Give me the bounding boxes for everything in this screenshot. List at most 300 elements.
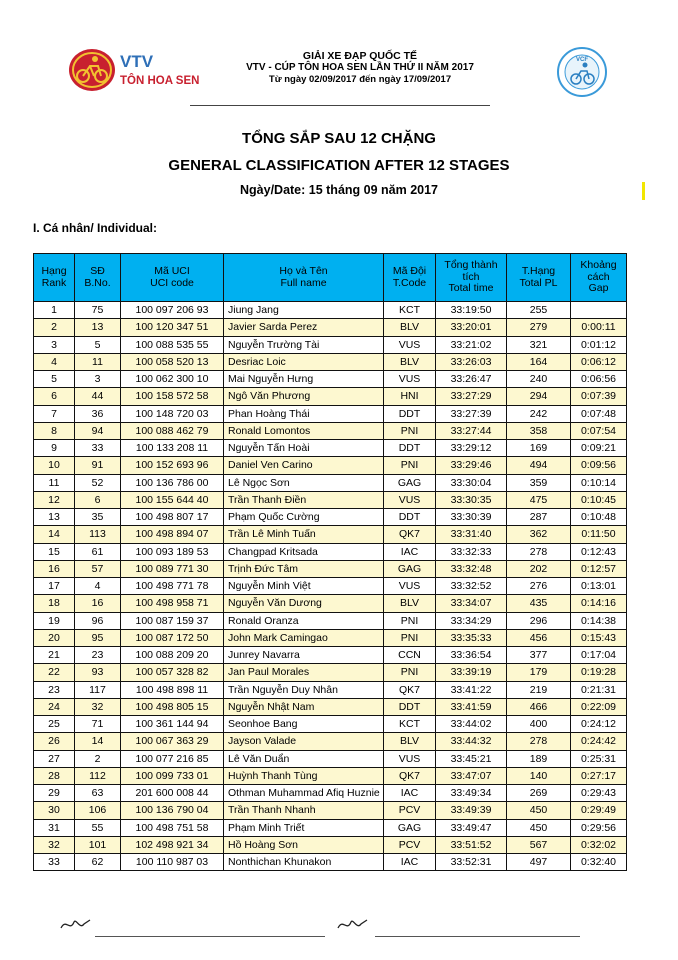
cell-name: Lê Ngọc Sơn	[224, 474, 384, 491]
cell-bib: 71	[75, 716, 121, 733]
cell-name: Jiung Jang	[224, 302, 384, 319]
cell-name: Javier Sarda Perez	[224, 319, 384, 336]
cell-pl: 400	[507, 716, 571, 733]
cell-name: Nguyễn Văn Dương	[224, 595, 384, 612]
cell-name: Junrey Navarra	[224, 647, 384, 664]
cell-rank: 28	[34, 767, 75, 784]
cell-gap: 0:13:01	[571, 578, 627, 595]
cell-time: 33:32:48	[436, 560, 507, 577]
signature-line-1	[95, 936, 325, 937]
cell-rank: 33	[34, 854, 75, 871]
cell-gap: 0:09:56	[571, 457, 627, 474]
cell-team: PNI	[384, 457, 436, 474]
cell-time: 33:39:19	[436, 664, 507, 681]
cell-bib: 112	[75, 767, 121, 784]
cell-rank: 10	[34, 457, 75, 474]
cell-rank: 7	[34, 405, 75, 422]
cell-time: 33:26:47	[436, 371, 507, 388]
table-body	[34, 302, 627, 871]
cell-bib: 75	[75, 302, 121, 319]
highlight-mark	[642, 182, 645, 200]
cell-bib: 33	[75, 440, 121, 457]
cell-pl: 377	[507, 647, 571, 664]
cell-bib: 61	[75, 543, 121, 560]
cell-team: PCV	[384, 836, 436, 853]
cell-rank: 9	[34, 440, 75, 457]
cell-uci: 100 057 328 82	[121, 664, 224, 681]
cell-team: BLV	[384, 733, 436, 750]
cell-pl: 179	[507, 664, 571, 681]
cell-bib: 94	[75, 422, 121, 439]
signature-line-2	[375, 936, 580, 937]
cell-pl: 276	[507, 578, 571, 595]
cell-name: Nguyễn Tấn Hoài	[224, 440, 384, 457]
cell-team: KCT	[384, 716, 436, 733]
cell-rank: 16	[34, 560, 75, 577]
cell-pl: 567	[507, 836, 571, 853]
table-row	[34, 802, 627, 819]
cell-uci: 100 088 209 20	[121, 647, 224, 664]
col-header-name: Họ và Tên Full name	[224, 254, 384, 302]
cell-time: 33:34:29	[436, 612, 507, 629]
cell-time: 33:20:01	[436, 319, 507, 336]
cell-name: Hồ Hoàng Sơn	[224, 836, 384, 853]
cell-name: Jayson Valade	[224, 733, 384, 750]
cell-gap: 0:32:40	[571, 854, 627, 871]
cell-uci: 100 498 771 78	[121, 578, 224, 595]
cell-time: 33:52:31	[436, 854, 507, 871]
cell-bib: 113	[75, 526, 121, 543]
cell-uci: 100 067 363 29	[121, 733, 224, 750]
cell-team: QK7	[384, 681, 436, 698]
cell-pl: 359	[507, 474, 571, 491]
cell-team: DDT	[384, 509, 436, 526]
table-row	[34, 509, 627, 526]
cell-name: Othman Muhammad Afiq Huznie	[224, 785, 384, 802]
col-header-uci: Mã UCI UCI code	[121, 254, 224, 302]
cell-rank: 14	[34, 526, 75, 543]
cell-rank: 24	[34, 698, 75, 715]
cell-pl: 475	[507, 491, 571, 508]
cell-team: PNI	[384, 612, 436, 629]
cell-time: 33:44:02	[436, 716, 507, 733]
cell-pl: 296	[507, 612, 571, 629]
cell-gap: 0:14:16	[571, 595, 627, 612]
cell-rank: 26	[34, 733, 75, 750]
cell-uci: 100 077 216 85	[121, 750, 224, 767]
cell-name: Jan Paul Morales	[224, 664, 384, 681]
cell-team: DDT	[384, 405, 436, 422]
event-header	[200, 50, 520, 86]
cell-rank: 8	[34, 422, 75, 439]
cell-pl: 164	[507, 353, 571, 370]
table-row	[34, 854, 627, 871]
cell-team: QK7	[384, 526, 436, 543]
cell-team: IAC	[384, 854, 436, 871]
cell-uci: 100 498 807 17	[121, 509, 224, 526]
cell-rank: 6	[34, 388, 75, 405]
cell-uci: 100 062 300 10	[121, 371, 224, 388]
cell-rank: 20	[34, 629, 75, 646]
cell-pl: 202	[507, 560, 571, 577]
col-header-bib: SĐ B.No.	[75, 254, 121, 302]
header-divider	[190, 105, 490, 106]
cell-pl: 358	[507, 422, 571, 439]
cell-bib: 95	[75, 629, 121, 646]
table-header-row	[34, 254, 627, 302]
cell-uci: 100 093 189 53	[121, 543, 224, 560]
cell-uci: 100 148 720 03	[121, 405, 224, 422]
cell-pl: 278	[507, 543, 571, 560]
cell-name: Trịnh Đức Tâm	[224, 560, 384, 577]
cell-name: Ronald Lomontos	[224, 422, 384, 439]
cell-uci: 100 089 771 30	[121, 560, 224, 577]
col-header-team: Mã Đội T.Code	[384, 254, 436, 302]
cell-bib: 117	[75, 681, 121, 698]
event-dates: Từ ngày 02/09/2017 đến ngày 17/09/2017	[268, 74, 452, 85]
cell-rank: 30	[34, 802, 75, 819]
cell-uci: 100 088 535 55	[121, 336, 224, 353]
table-row	[34, 819, 627, 836]
cell-time: 33:49:34	[436, 785, 507, 802]
cell-name: Desriac Loic	[224, 353, 384, 370]
cell-gap: 0:19:28	[571, 664, 627, 681]
col-header-gap: Khoảng cách Gap	[571, 254, 627, 302]
cell-team: VUS	[384, 336, 436, 353]
table-row	[34, 836, 627, 853]
cell-name: Trần Lê Minh Tuấn	[224, 526, 384, 543]
federation-emblem-icon	[556, 46, 608, 98]
cell-bib: 3	[75, 371, 121, 388]
cell-time: 33:19:50	[436, 302, 507, 319]
signature-mark-1	[58, 912, 94, 941]
cell-name: Changpad Kritsada	[224, 543, 384, 560]
title-english: GENERAL CLASSIFICATION AFTER 12 STAGES	[168, 157, 510, 174]
table-row	[34, 474, 627, 491]
cell-uci: 100 498 958 71	[121, 595, 224, 612]
cell-gap: 0:25:31	[571, 750, 627, 767]
event-name: GIẢI XE ĐẠP QUỐC TẾ	[302, 50, 418, 62]
cell-gap: 0:15:43	[571, 629, 627, 646]
cell-gap: 0:24:42	[571, 733, 627, 750]
cell-bib: 55	[75, 819, 121, 836]
cell-time: 33:45:21	[436, 750, 507, 767]
cell-name: Trần Nguyễn Duy Nhân	[224, 681, 384, 698]
cell-name: Huỳnh Thanh Tùng	[224, 767, 384, 784]
cell-gap: 0:11:50	[571, 526, 627, 543]
cell-team: VUS	[384, 491, 436, 508]
cell-time: 33:27:39	[436, 405, 507, 422]
cell-pl: 189	[507, 750, 571, 767]
cell-time: 33:30:04	[436, 474, 507, 491]
table-row	[34, 560, 627, 577]
cell-team: BLV	[384, 353, 436, 370]
cell-rank: 18	[34, 595, 75, 612]
cell-gap: 0:29:43	[571, 785, 627, 802]
cell-gap: 0:21:31	[571, 681, 627, 698]
cell-rank: 2	[34, 319, 75, 336]
cell-bib: 91	[75, 457, 121, 474]
cell-bib: 96	[75, 612, 121, 629]
cell-pl: 450	[507, 819, 571, 836]
cell-time: 33:30:35	[436, 491, 507, 508]
table-row	[34, 353, 627, 370]
cell-rank: 13	[34, 509, 75, 526]
table-row	[34, 457, 627, 474]
table-row	[34, 422, 627, 439]
cell-uci: 100 498 894 07	[121, 526, 224, 543]
cell-team: VUS	[384, 578, 436, 595]
cell-team: PNI	[384, 664, 436, 681]
cell-rank: 3	[34, 336, 75, 353]
cell-gap: 0:09:21	[571, 440, 627, 457]
cell-uci: 100 155 644 40	[121, 491, 224, 508]
cell-gap: 0:29:56	[571, 819, 627, 836]
cell-gap: 0:06:56	[571, 371, 627, 388]
cell-pl: 450	[507, 802, 571, 819]
svg-text:TÔN HOA SEN: TÔN HOA SEN	[120, 75, 200, 87]
table-row	[34, 319, 627, 336]
cell-team: IAC	[384, 543, 436, 560]
cell-pl: 497	[507, 854, 571, 871]
cell-bib: 36	[75, 405, 121, 422]
cell-gap: 0:12:43	[571, 543, 627, 560]
cell-bib: 6	[75, 491, 121, 508]
section-label: I. Cá nhân/ Individual:	[33, 221, 158, 235]
cell-time: 33:21:02	[436, 336, 507, 353]
cell-name: Phạm Minh Triết	[224, 819, 384, 836]
cell-uci: 100 099 733 01	[121, 767, 224, 784]
event-cup: VTV - CÚP TÔN HOA SEN LẦN THỨ II NĂM 2017	[246, 62, 474, 73]
cell-uci: 100 087 172 50	[121, 629, 224, 646]
cell-uci: 100 110 987 03	[121, 854, 224, 871]
cell-bib: 62	[75, 854, 121, 871]
table-row	[34, 526, 627, 543]
cell-team: PNI	[384, 422, 436, 439]
cell-time: 33:31:40	[436, 526, 507, 543]
cell-gap: 0:22:09	[571, 698, 627, 715]
cell-team: GAG	[384, 474, 436, 491]
cell-team: IAC	[384, 785, 436, 802]
cell-uci: 100 158 572 58	[121, 388, 224, 405]
cell-uci: 100 088 462 79	[121, 422, 224, 439]
cell-uci: 102 498 921 34	[121, 836, 224, 853]
table-row	[34, 647, 627, 664]
cell-time: 33:44:32	[436, 733, 507, 750]
cell-name: Nguyễn Minh Việt	[224, 578, 384, 595]
cell-bib: 13	[75, 319, 121, 336]
cell-rank: 22	[34, 664, 75, 681]
cell-pl: 494	[507, 457, 571, 474]
cell-team: DDT	[384, 698, 436, 715]
cell-team: CCN	[384, 647, 436, 664]
cell-uci: 100 136 786 00	[121, 474, 224, 491]
cell-pl: 287	[507, 509, 571, 526]
cell-bib: 63	[75, 785, 121, 802]
cell-gap: 0:10:45	[571, 491, 627, 508]
cell-rank: 27	[34, 750, 75, 767]
cell-time: 33:41:22	[436, 681, 507, 698]
table-row	[34, 629, 627, 646]
cell-name: Ngô Văn Phương	[224, 388, 384, 405]
cell-gap: 0:27:17	[571, 767, 627, 784]
cell-name: Nguyễn Nhật Nam	[224, 698, 384, 715]
cell-gap: 0:17:04	[571, 647, 627, 664]
cell-team: QK7	[384, 767, 436, 784]
cell-gap: 0:24:12	[571, 716, 627, 733]
svg-text:VTV: VTV	[120, 52, 154, 71]
signature-scribble-icon	[58, 912, 94, 936]
cell-pl: 140	[507, 767, 571, 784]
cell-time: 33:30:39	[436, 509, 507, 526]
cell-bib: 2	[75, 750, 121, 767]
table-row	[34, 440, 627, 457]
cell-pl: 278	[507, 733, 571, 750]
cell-time: 33:26:03	[436, 353, 507, 370]
cell-name: Ronald Oranza	[224, 612, 384, 629]
cell-pl: 242	[507, 405, 571, 422]
cell-uci: 100 087 159 37	[121, 612, 224, 629]
cell-team: BLV	[384, 319, 436, 336]
cell-name: John Mark Camingao	[224, 629, 384, 646]
cell-gap: 0:06:12	[571, 353, 627, 370]
cell-gap: 0:07:48	[571, 405, 627, 422]
cell-name: Phạm Quốc Cường	[224, 509, 384, 526]
cell-team: GAG	[384, 819, 436, 836]
cell-uci: 100 152 693 96	[121, 457, 224, 474]
cell-gap: 0:10:14	[571, 474, 627, 491]
cell-bib: 16	[75, 595, 121, 612]
cell-team: KCT	[384, 302, 436, 319]
cell-gap: 0:07:54	[571, 422, 627, 439]
cell-name: Mai Nguyễn Hưng	[224, 371, 384, 388]
signature-mark-2	[335, 912, 371, 941]
cell-uci: 100 133 208 11	[121, 440, 224, 457]
cell-time: 33:27:29	[436, 388, 507, 405]
cell-uci: 100 498 805 15	[121, 698, 224, 715]
cell-pl: 269	[507, 785, 571, 802]
table-row	[34, 785, 627, 802]
cell-time: 33:29:46	[436, 457, 507, 474]
cell-gap	[571, 302, 627, 319]
cell-rank: 31	[34, 819, 75, 836]
cell-rank: 19	[34, 612, 75, 629]
cell-name: Seonhoe Bang	[224, 716, 384, 733]
table-row	[34, 371, 627, 388]
cell-name: Phan Hoàng Thái	[224, 405, 384, 422]
cell-team: DDT	[384, 440, 436, 457]
cell-pl: 466	[507, 698, 571, 715]
cell-bib: 35	[75, 509, 121, 526]
table-row	[34, 302, 627, 319]
classification-table	[33, 253, 627, 871]
cell-bib: 4	[75, 578, 121, 595]
cell-rank: 15	[34, 543, 75, 560]
cell-pl: 435	[507, 595, 571, 612]
cell-time: 33:34:07	[436, 595, 507, 612]
cell-time: 33:32:52	[436, 578, 507, 595]
cell-uci: 201 600 008 44	[121, 785, 224, 802]
cell-team: VUS	[384, 750, 436, 767]
cell-rank: 29	[34, 785, 75, 802]
cell-time: 33:51:52	[436, 836, 507, 853]
table-row	[34, 543, 627, 560]
cell-rank: 12	[34, 491, 75, 508]
cell-bib: 57	[75, 560, 121, 577]
table-row	[34, 578, 627, 595]
cell-team: HNI	[384, 388, 436, 405]
table-row	[34, 595, 627, 612]
cell-bib: 32	[75, 698, 121, 715]
cell-pl: 279	[507, 319, 571, 336]
table-row	[34, 388, 627, 405]
table-row	[34, 491, 627, 508]
cell-bib: 101	[75, 836, 121, 853]
cell-team: PCV	[384, 802, 436, 819]
cell-gap: 0:01:12	[571, 336, 627, 353]
cell-uci: 100 498 898 11	[121, 681, 224, 698]
cell-pl: 255	[507, 302, 571, 319]
cell-pl: 362	[507, 526, 571, 543]
cell-team: BLV	[384, 595, 436, 612]
cell-name: Trần Thanh Nhanh	[224, 802, 384, 819]
signature-scribble-icon	[335, 912, 371, 936]
cell-team: GAG	[384, 560, 436, 577]
cell-gap: 0:12:57	[571, 560, 627, 577]
col-header-rank: Hạng Rank	[34, 254, 75, 302]
table-row	[34, 336, 627, 353]
cell-pl: 321	[507, 336, 571, 353]
cell-name: Nonthichan Khunakon	[224, 854, 384, 871]
vcf-federation-logo	[556, 46, 608, 98]
cell-pl: 240	[507, 371, 571, 388]
cell-rank: 21	[34, 647, 75, 664]
cell-team: PNI	[384, 629, 436, 646]
cell-uci: 100 361 144 94	[121, 716, 224, 733]
cell-pl: 294	[507, 388, 571, 405]
table-row	[34, 612, 627, 629]
table-row	[34, 767, 627, 784]
cell-rank: 25	[34, 716, 75, 733]
table-row	[34, 733, 627, 750]
svg-text:VCF: VCF	[576, 57, 588, 63]
cell-rank: 5	[34, 371, 75, 388]
cell-gap: 0:29:49	[571, 802, 627, 819]
cell-gap: 0:10:48	[571, 509, 627, 526]
cell-pl: 219	[507, 681, 571, 698]
title-vietnamese: TỔNG SẮP SAU 12 CHẶNG	[242, 130, 436, 147]
cell-bib: 11	[75, 353, 121, 370]
cell-time: 33:36:54	[436, 647, 507, 664]
cell-bib: 14	[75, 733, 121, 750]
table-row	[34, 664, 627, 681]
cell-time: 33:35:33	[436, 629, 507, 646]
cell-rank: 1	[34, 302, 75, 319]
cell-name: Nguyễn Trường Tài	[224, 336, 384, 353]
cell-name: Daniel Ven Carino	[224, 457, 384, 474]
cell-rank: 32	[34, 836, 75, 853]
table-row	[34, 681, 627, 698]
cell-name: Trần Thanh Điền	[224, 491, 384, 508]
cell-pl: 456	[507, 629, 571, 646]
col-header-time: Tổng thành tích Total time	[436, 254, 507, 302]
cell-uci: 100 097 206 93	[121, 302, 224, 319]
table-row	[34, 750, 627, 767]
cell-rank: 4	[34, 353, 75, 370]
report-date: Ngày/Date: 15 tháng 09 năm 2017	[240, 183, 438, 197]
cell-rank: 11	[34, 474, 75, 491]
cell-uci: 100 136 790 04	[121, 802, 224, 819]
